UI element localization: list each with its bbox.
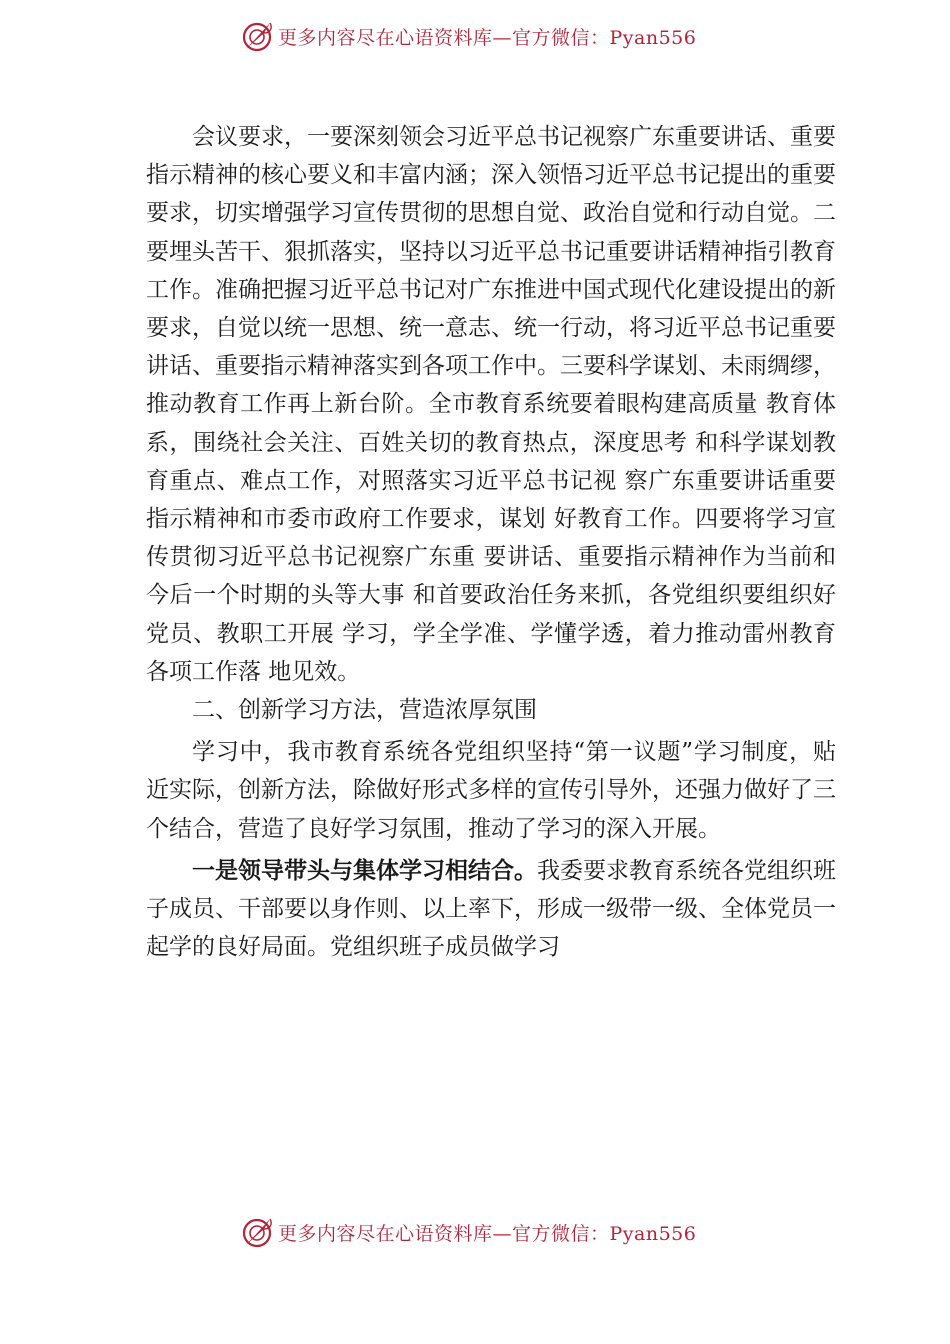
section-heading: 二、创新学习方法，营造浓厚氛围 [192, 697, 537, 724]
paragraph-study: 学习中，我市教育系统各党组织坚持“第一议题”学习制度，贴近实际，创新方法，除做好形式多样的宣传引导外，还强力做好了三个结合，营造了良好学习氛围，推动了学习的深入开展。 [146, 739, 836, 842]
paragraph-lead-bold: 一是领导带头与集体学习相结合。 [192, 857, 537, 884]
banner-text: 更多内容尽在心语资料库—官方微信：Pyan556 [278, 26, 697, 49]
footer-banner [240, 1212, 760, 1252]
paragraph-lead-rest: 我委要求教育系统各党组织班子成员、干部要以身作则、以上率下，形成一级带一级、全体党员一起学的良好局面。党组织班子成员做学习 [146, 857, 836, 961]
document-body [146, 118, 836, 966]
header-banner [240, 16, 760, 56]
quill-logo-icon [240, 19, 274, 53]
paragraph-requirements: 会议要求，一要深刻领会习近平总书记视察广东重要讲话、重要指示精神的核心要义和丰富内涵；深入领悟习近平总书记提出的重要要求，切实增强学习宣传贯彻的思想自觉、政治自觉和行动自觉。二要埋头苦干、狠抓落实，坚持以习近平总书记重要讲话精神指引教育工作。准确把握习近平总书记对广东推进中国式现代化建设提出的新要求，自觉以统一思想、统一意志、统一行动，将习近平总书记重要讲话、重要指示精神落实到各项工作中。三要科学谋划、未雨绸缪， 推动教育工作再上新台阶。全市教育系统要着眼构建高质量 教育体系，围绕社会关注、百姓关切的教育热点，深度思考 和科学谋划教育重点、难点工作，对照落实习近平总书记视 察广东重要讲话重要指示精神和市委市政府工作要求，谋划 好教育工作。四要将学习宣传贯彻习近平总书记视察广东重 要讲话、重要指示精神作为当前和今后一个时期的头等大事 和首要政治任务来抓，各党组织要组织好党员、教职工开展 学习，学全学准、学懂学透，着力推动雷州教育各项工作落 地见效。 [146, 124, 836, 685]
quill-logo-icon [240, 1215, 274, 1249]
paragraph-leadership [146, 852, 836, 967]
banner-text: 更多内容尽在心语资料库—官方微信：Pyan556 [278, 1222, 697, 1245]
